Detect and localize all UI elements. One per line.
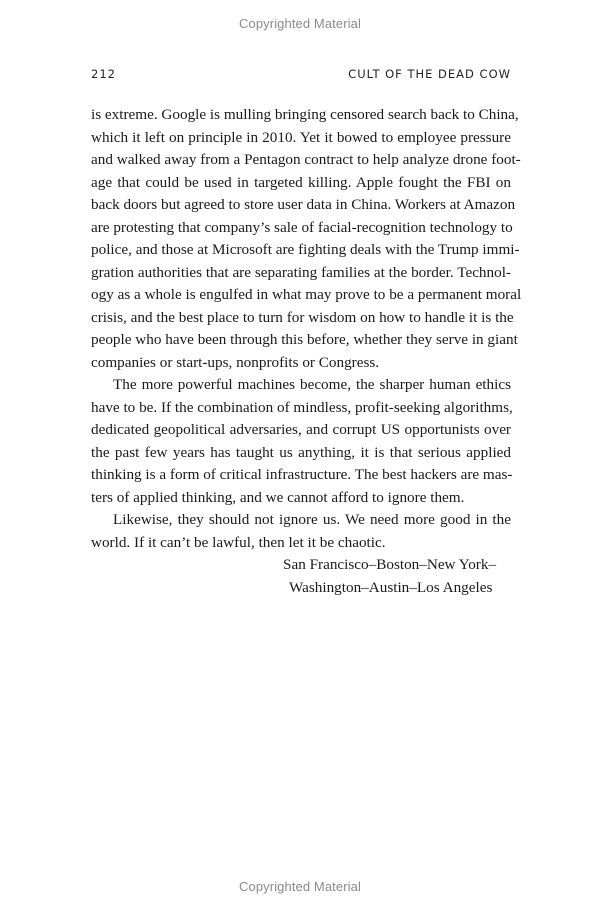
page-number: 212 [91,67,116,81]
copyright-watermark-bottom: Copyrighted Material [239,879,361,894]
text-line: world. If it can’t be lawful, then let it be chaotic. [91,533,386,551]
text-line: crisis, and the best place to turn for wisdom on how to handle it is the [91,308,514,326]
text-line: ters of applied thinking, and we cannot afford to ignore them. [91,488,465,506]
text-line: age that could be used in targeted killing. Apple fought the FBI on [91,173,511,191]
place-signoff [283,554,496,599]
paragraph-3 [91,509,511,554]
text-line: have to be. If the combination of mindless, profit-seeking algorithms, [91,398,513,416]
paragraph-2 [91,374,511,509]
text-line: which it left on principle in 2010. Yet it bowed to employee pressure [91,128,511,146]
signoff-line-1: San Francisco–Boston–New York– [283,556,497,573]
text-line: ogy as a whole is engulfed in what may prove to be a permanent moral [91,286,522,303]
text-line: back doors but agreed to store user data in China. Workers at Amazon [91,196,516,213]
text-line: Likewise, they should not ignore us. We need more good in the [113,511,511,528]
paragraph-1 [91,104,522,374]
signoff-line-2: Washington–Austin–Los Angeles [289,578,493,596]
text-line: are protesting that company’s sale of facial-recognition technology to [91,218,513,236]
text-line: and walked away from a Pentagon contract to help analyze drone foot- [91,151,521,168]
text-line: dedicated geopolitical adversaries, and corrupt US opportunists over [91,421,511,438]
text-line: people who have been through this before, whether they serve in giant [91,331,518,348]
book-title: CULT OF THE DEAD COW [348,67,511,81]
text-line: is extreme. Google is mulling bringing censored search back to China, [91,106,519,123]
text-line: The more powerful machines become, the sharper human ethics [113,376,511,393]
text-line: the past few years has taught us anything, it is that serious applied [91,443,511,461]
text-line: thinking is a form of critical infrastructure. The best hackers are mas- [91,466,513,483]
copyright-watermark-top: Copyrighted Material [239,16,361,31]
text-line: gration authorities that are separating families at the border. Technol- [91,263,511,281]
text-line: police, and those at Microsoft are fighting deals with the Trump immi- [91,241,520,258]
text-line: companies or start-ups, nonprofits or Congress. [91,353,380,371]
body-text [91,104,522,554]
